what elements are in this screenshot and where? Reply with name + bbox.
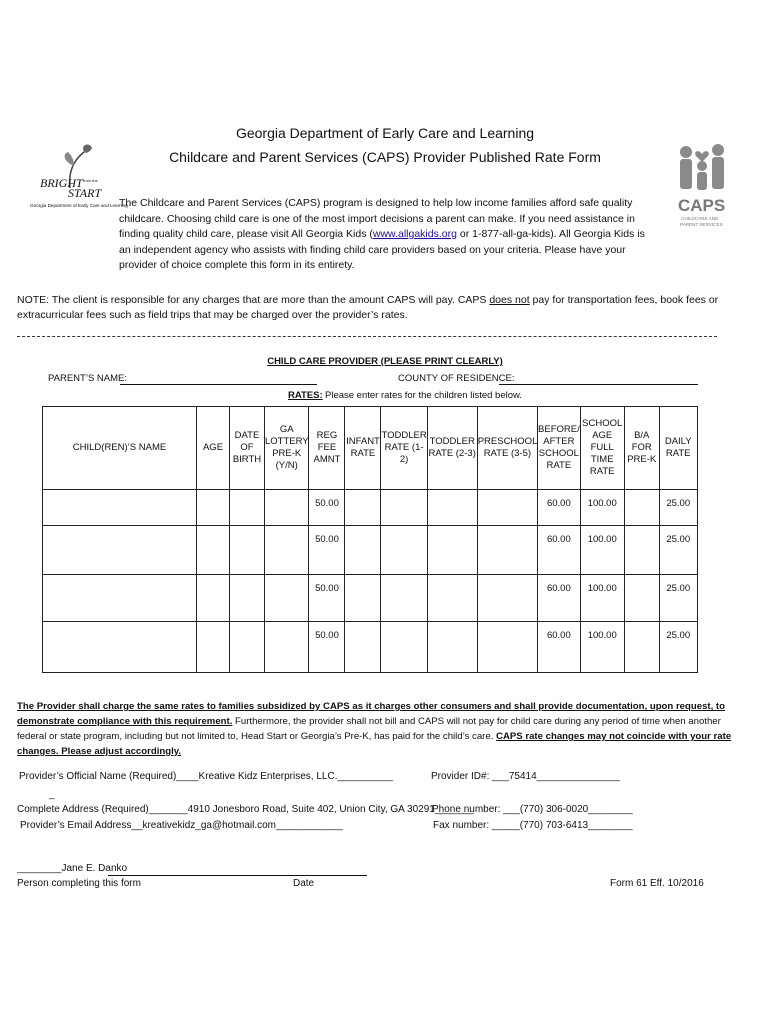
signer-name[interactable]: ________Jane E. Danko — [17, 863, 128, 874]
rates-instruction: Please enter rates for the children listed below. — [325, 390, 522, 401]
table-header-row — [43, 407, 698, 490]
cell-name[interactable] — [43, 526, 197, 575]
cell-daily[interactable]: 25.00 — [659, 526, 697, 575]
cell-daily[interactable]: 25.00 — [659, 622, 697, 673]
intro-text-end: or 1-877-all-ga-kids). All Georgia Kids is an independent agency who assists with finding child care providers based on your criteria. Please have your provider of choice complete this form in its entirety. — [119, 228, 645, 271]
cell-infant[interactable] — [345, 575, 381, 622]
col-header-dob: DATE OF BIRTH — [230, 407, 265, 490]
cell-ba-prek[interactable] — [624, 622, 659, 673]
cell-school-age[interactable]: 100.00 — [580, 490, 624, 526]
parents-name-field[interactable] — [120, 384, 317, 385]
provider-id[interactable]: Provider ID#: ___75414_______________ — [431, 771, 621, 782]
cell-name[interactable] — [43, 622, 197, 673]
stray-dash-mark: _ — [49, 789, 55, 800]
col-header-name: CHILD(REN)’S NAME — [43, 407, 197, 490]
compliance-paragraph — [17, 699, 745, 759]
cell-ba-prek[interactable] — [624, 490, 659, 526]
rates-table — [42, 406, 698, 673]
cell-preschool[interactable] — [477, 622, 537, 673]
cell-dob[interactable] — [230, 575, 265, 622]
cell-prek[interactable] — [265, 622, 309, 673]
caps-logo-sub2: PARENT SERVICES — [680, 222, 723, 227]
cell-preschool[interactable] — [477, 526, 537, 575]
cell-age[interactable] — [197, 490, 230, 526]
cell-infant[interactable] — [345, 622, 381, 673]
cell-ba-prek[interactable] — [624, 575, 659, 622]
cell-daily[interactable]: 25.00 — [659, 575, 697, 622]
parents-name-label: PARENT’S NAME: — [48, 373, 128, 384]
family-icon — [672, 138, 732, 198]
caps-logo-text: CAPS — [678, 196, 726, 215]
cell-toddler-2-3[interactable] — [427, 622, 477, 673]
provider-official-name[interactable]: Provider’s Official Name (Required)____Kreative Kidz Enterprises, LLC.__________ — [19, 771, 394, 782]
cell-school-age[interactable]: 100.00 — [580, 526, 624, 575]
allgakids-link[interactable]: www.allgakids.org — [372, 228, 457, 240]
table-row — [43, 622, 698, 673]
cell-dob[interactable] — [230, 526, 265, 575]
cell-age[interactable] — [197, 622, 230, 673]
logo-from-the-text: from the — [83, 178, 98, 183]
col-header-daily: DAILY RATE — [659, 407, 697, 490]
cell-age[interactable] — [197, 575, 230, 622]
cell-reg-fee[interactable]: 50.00 — [309, 575, 345, 622]
cell-before-after[interactable]: 60.00 — [538, 622, 581, 673]
rates-label: RATES: — [288, 390, 323, 401]
cell-school-age[interactable]: 100.00 — [580, 622, 624, 673]
cell-toddler-1-2[interactable] — [381, 526, 427, 575]
note-text-end: pay for transportation fees, book fees or extracurricular fees such as field trips that may be charged over the provider’s rates. — [17, 294, 719, 321]
caps-logo-sub1: CHILDCARE AND — [681, 216, 719, 221]
col-header-age: AGE — [197, 407, 230, 490]
cell-toddler-1-2[interactable] — [381, 490, 427, 526]
table-row — [43, 526, 698, 575]
cell-infant[interactable] — [345, 490, 381, 526]
provider-email[interactable]: Provider’s Email Address__kreativekidz_ga@hotmail.com____________ — [20, 820, 343, 831]
cell-toddler-1-2[interactable] — [381, 575, 427, 622]
col-header-toddler-2-3: TODDLER RATE (2-3) — [427, 407, 477, 490]
col-header-prek: GA LOTTERY PRE-K (Y/N) — [265, 407, 309, 490]
cell-before-after[interactable]: 60.00 — [538, 575, 581, 622]
cell-prek[interactable] — [265, 575, 309, 622]
col-header-reg-fee: REG FEE AMNT — [309, 407, 345, 490]
form-number: Form 61 Eff. 10/2016 — [610, 878, 704, 889]
cell-reg-fee[interactable]: 50.00 — [309, 490, 345, 526]
cell-before-after[interactable]: 60.00 — [538, 490, 581, 526]
col-header-school-age: SCHOOL AGE FULL TIME RATE — [580, 407, 624, 490]
cell-daily[interactable]: 25.00 — [659, 490, 697, 526]
col-header-ba-prek: B/A FOR PRE-K — [624, 407, 659, 490]
cell-toddler-1-2[interactable] — [381, 622, 427, 673]
col-header-toddler-1-2: TODDLER RATE (1-2) — [381, 407, 427, 490]
cell-preschool[interactable] — [477, 490, 537, 526]
provider-fax[interactable]: Fax number: _____(770) 703-6413________ — [433, 820, 633, 831]
compliance-bold-text: The Provider shall charge the same rates to families subsidized by CAPS as it charges other consumers and shall provide documentation, upon request, to demonstrate compliance with this requirement. — [17, 701, 725, 727]
county-field[interactable] — [499, 384, 698, 385]
compliance-text: Furthermore, the provider shall not bill and CAPS will not pay for child care during any period of time when another federal or state program, including but not limited to, Head Start or Georgia’s Pre-K, has paid for the child’s care. — [17, 716, 721, 742]
logo-agency-text: Georgia Department of Early Care and Learning — [30, 203, 128, 208]
rate-change-notice: CAPS rate changes may not coincide with your rate changes. Please adjust accordingly. — [17, 731, 732, 757]
cell-ba-prek[interactable] — [624, 526, 659, 575]
cell-dob[interactable] — [230, 622, 265, 673]
cell-prek[interactable] — [265, 526, 309, 575]
cell-infant[interactable] — [345, 526, 381, 575]
col-header-preschool: PRESCHOOL RATE (3-5) — [477, 407, 537, 490]
cell-name[interactable] — [43, 490, 197, 526]
cell-toddler-2-3[interactable] — [427, 526, 477, 575]
table-row — [43, 490, 698, 526]
cell-dob[interactable] — [230, 490, 265, 526]
provider-phone[interactable]: Phone number: ___(770) 306-0020________ — [432, 804, 633, 815]
cell-prek[interactable] — [265, 490, 309, 526]
page-title: Georgia Department of Early Care and Learning — [235, 125, 535, 141]
col-header-infant: INFANT RATE — [345, 407, 381, 490]
section-title: CHILD CARE PROVIDER (PLEASE PRINT CLEARLY) — [267, 356, 503, 367]
note-underlined-text: does not — [489, 294, 530, 306]
person-completing-label: Person completing this form — [17, 878, 141, 889]
cell-before-after[interactable]: 60.00 — [538, 526, 581, 575]
table-row — [43, 575, 698, 622]
cell-name[interactable] — [43, 575, 197, 622]
cell-reg-fee[interactable]: 50.00 — [309, 622, 345, 673]
cell-preschool[interactable] — [477, 575, 537, 622]
cell-toddler-2-3[interactable] — [427, 575, 477, 622]
cell-reg-fee[interactable]: 50.00 — [309, 526, 345, 575]
note-paragraph — [17, 293, 737, 323]
logo-bright-text: BRIGHT — [40, 176, 83, 190]
cell-toddler-2-3[interactable] — [427, 490, 477, 526]
signature-date-line[interactable] — [108, 875, 367, 876]
cell-age[interactable] — [197, 526, 230, 575]
intro-paragraph — [119, 196, 649, 274]
dashed-divider — [17, 336, 717, 337]
col-header-before-after: BEFORE/ AFTER SCHOOL RATE — [538, 407, 581, 490]
page-subtitle: Childcare and Parent Services (CAPS) Provider Published Rate Form — [169, 149, 601, 165]
provider-address[interactable]: Complete Address (Required)_______4910 Jonesboro Road, Suite 402, Union City, GA 30291_______ — [17, 804, 474, 815]
note-text-start: NOTE: The client is responsible for any charges that are more than the amount CAPS will pay. CAPS — [17, 294, 490, 306]
logo-start-text: START — [68, 186, 102, 200]
county-label: COUNTY OF RESIDENCE: — [398, 373, 515, 384]
intro-text-start: The Childcare and Parent Services (CAPS) program is designed to help low income families afford safe quality childcare. Choosing child care is one of the most import decisions a parent can make. If you need assistance in finding quality child care, please visit All Georgia Kids ( — [119, 197, 635, 240]
cell-school-age[interactable]: 100.00 — [580, 575, 624, 622]
date-label: Date — [293, 878, 315, 889]
